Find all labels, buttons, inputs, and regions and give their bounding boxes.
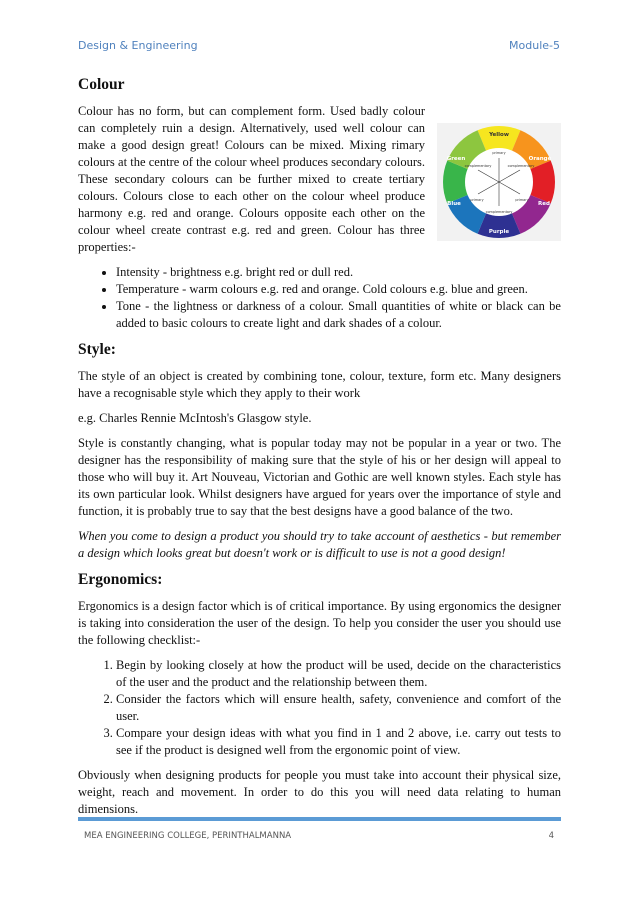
colour-paragraph: Colour has no form, but can complement form. Used badly colour can completely ruin a design. Alternatively, used well colour can make a good design great! Colours can be mixed. Mixing rimary colours at the centre of the colour wheel produces secondary colours. These secondary colours can be further mixed to create tertiary colours. Colours close to each other on the colour wheel produce harmony e.g. red and orange. Colours opposite each other on the colour wheel create contrast e.g. red and green. Colour has three properties:- [78, 104, 425, 254]
style-paragraph-1: The style of an object is created by combining tone, colour, texture, form etc. Many designers have a recognisable style which they apply to their work [78, 369, 561, 400]
list-item: • Temperature - warm colours e.g. red and orange. Cold colours e.g. blue and green. [116, 281, 561, 298]
footer-rule [78, 817, 561, 821]
wheel-label-green: Green [446, 156, 466, 162]
wheel-inner-primary-top: primary [492, 151, 506, 155]
header-left: Design & Engineering [78, 39, 198, 52]
list-item: 3. Compare your design ideas with what you find in 1 and 2 above, i.e. carry out tests to see if the product is designed well from the ergonomic point of view. [116, 725, 561, 759]
wheel-inner-complementary-tl: complementary [464, 164, 492, 168]
style-paragraph-3: Style is constantly changing, what is popular today may not be popular in a year or two. The designer has the responsibility of making sure that the style of his or her design will appeal to those who will buy it. Art Nouveau, Victorian and Gothic are well known styles. Each style has its own particular look. Whilst designers have argued for years over the importance of style and function, it is probably true to say that the best designs have a good balance of the two. [78, 436, 561, 518]
colour-heading: Colour [78, 76, 125, 93]
style-paragraph-2: e.g. Charles Rennie McIntosh's Glasgow style. [78, 411, 312, 425]
page-content [78, 75, 561, 826]
ergonomics-paragraph-1: Ergonomics is a design factor which is of critical importance. By using ergonomics the designer is taking into consideration the user of the design. To help you consider the user you should use the following checklist:- [78, 599, 561, 647]
ergonomics-checklist [78, 657, 561, 759]
wheel-inner-complementary-b: complementary [485, 210, 513, 214]
wheel-inner-primary-bl: primary [470, 198, 484, 202]
wheel-label-blue: Blue [447, 201, 461, 207]
list-item: • Intensity - brightness e.g. bright red or dull red. [116, 264, 561, 281]
header-right: Module-5 [509, 39, 560, 52]
wheel-inner-primary-br: primary [515, 198, 529, 202]
list-item: • Tone - the lightness or darkness of a colour. Small quantities of white or black can be added to basic colours to create light and dark shades of a colour. [116, 298, 561, 332]
wheel-label-purple: Purple [488, 229, 510, 235]
wheel-inner-complementary-tr: complementary [507, 164, 535, 168]
ergonomics-paragraph-2: Obviously when designing products for people you must take into account their physical size, weight, reach and movement. In order to do this you will need data relating to human dimensions. [78, 768, 561, 816]
wheel-label-yellow: Yellow [489, 132, 509, 138]
list-item: 2. Consider the factors which will ensure health, safety, convenience and comfort of the user. [116, 691, 561, 725]
colour-properties-list [78, 264, 561, 332]
wheel-label-orange: Orange [528, 156, 552, 162]
list-item: 1. Begin by looking closely at how the product will be used, decide on the characteristics of the user and the product and the relationship between them. [116, 657, 561, 691]
footer-left: MEA ENGINEERING COLLEGE, PERINTHALMANNA [84, 831, 292, 841]
colour-wheel-image [437, 123, 561, 241]
page-number: 4 [548, 831, 554, 841]
style-note: When you come to design a product you should try to take account of aesthetics - but remember a design which looks great but doesn't work or is difficult to use is not a good design! [78, 529, 561, 560]
ergonomics-heading: Ergonomics: [78, 571, 163, 588]
style-heading: Style: [78, 341, 116, 358]
wheel-label-red: Red [538, 201, 550, 207]
